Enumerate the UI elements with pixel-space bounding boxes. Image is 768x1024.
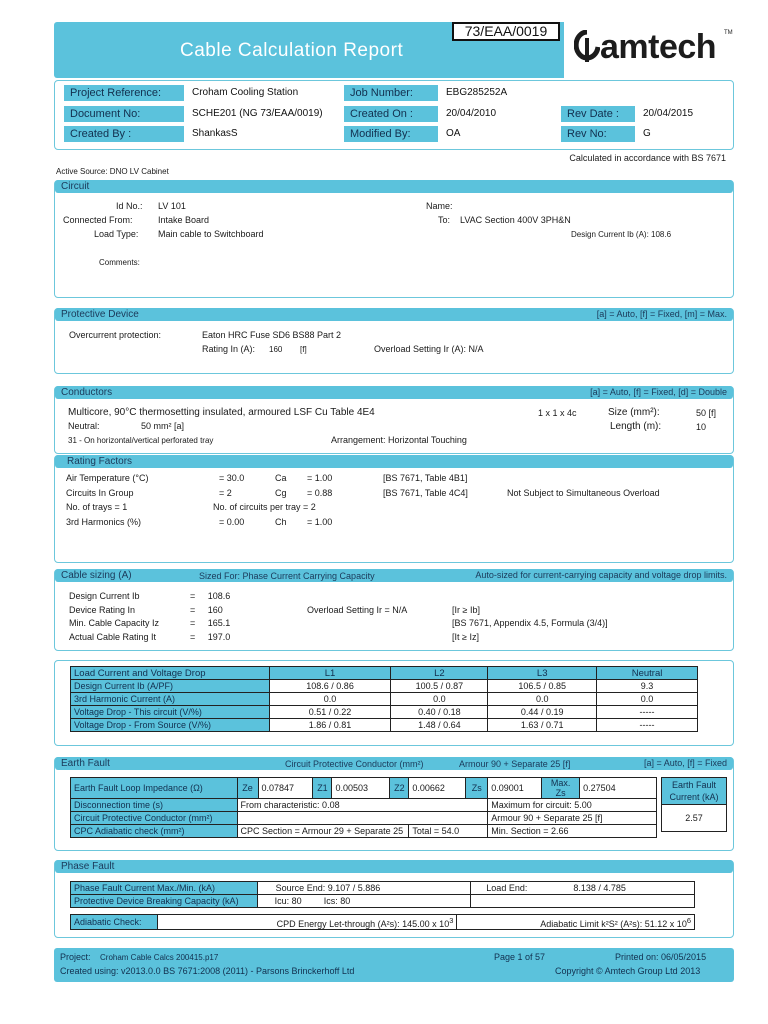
overload-setting: Overload Setting Ir (A): N/A [374,344,484,354]
earth-fault-legend: [a] = Auto, [f] = Fixed [643,758,727,768]
load-current-cell: ----- [597,719,698,732]
created-on: 20/04/2010 [446,108,497,119]
load-current-cell: ----- [597,706,698,719]
earth-fault-heading: Earth Fault [61,758,110,769]
cs-reference: [It ≥ Iz] [452,632,479,643]
load-current-row-label: Design Current Ib (A/PF) [71,680,270,693]
amtech-logo: amtech [600,28,717,66]
rf-factor: Ca [275,473,287,483]
load-current-cell: 0.0 [488,693,597,706]
to-label: To: [438,215,451,225]
phase-header: L3 [488,667,597,680]
amtech-logo-icon [574,30,600,66]
installation-method: 31 - On horizontal/vertical perforated tray [68,436,214,445]
rf-factor-value: = 1.00 [307,516,333,527]
adiabatic-limit: Adiabatic Limit k²S² (A²s): 51.12 x 10 [540,918,687,929]
report-title: Cable Calculation Report [180,40,404,61]
load-current-title: Load Current and Voltage Drop [71,667,270,680]
size-value: 50 [f] [696,408,717,418]
rating-value: 160 [269,345,283,354]
phase-adiabatic-label: Adiabatic Check: [71,915,158,930]
footer-copyright: Copyright © Amtech Group Ltd 2013 [555,966,701,976]
neutral-label: Neutral: [68,421,100,431]
rf-label: Air Temperature (°C) [66,473,149,483]
cs-label: Device Rating In [69,604,136,615]
connected-from: Intake Board [158,215,210,225]
circuit-panel [54,180,734,298]
rf-note: Not Subject to Simultaneous Overload [507,487,660,498]
circuit-id: LV 101 [158,201,186,211]
cs-reference: [BS 7671, Appendix 4.5, Formula (3/4)] [452,618,608,629]
rf-value: No. of circuits per tray = 2 [213,502,316,512]
project-reference: Croham Cooling Station [192,87,299,98]
cable-sizing-header [55,569,733,582]
cs-value: = 165.1 [190,618,231,629]
phase-header: Neutral [597,667,698,680]
phase-header: L2 [391,667,488,680]
cs-value: = 160 [190,604,223,615]
adiabatic-total: Total = 54.0 [409,825,488,838]
icu-value: Icu: 80 [274,896,302,906]
rating-flag: [f] [300,345,307,354]
rf-value: = 30.0 [219,473,245,483]
cs-label: Actual Cable Rating It [69,632,157,643]
overcurrent-label: Overcurrent protection: [69,330,162,340]
rating-factors-panel [54,455,734,563]
load-current-row [71,680,698,693]
let-through: CPD Energy Let-through (A²s): 145.00 x 10 [276,918,450,929]
phase-header: L1 [269,667,391,680]
active-source: Active Source: DNO LV Cabinet [56,167,169,176]
earth-fault-current-box [661,777,727,832]
rf-value: = 0.00 [219,516,245,527]
load-current-row [71,719,698,732]
load-type-label: Load Type: [94,229,139,239]
protective-device-header [55,308,733,321]
circuit-id-label: Id No.: [116,201,143,211]
rf-factor: Cg [275,487,287,498]
footer-project-label: Project: [60,952,91,962]
source-end: Source End: 9.107 / 5.886 [257,882,471,895]
arrangement: Arrangement: Horizontal Touching [331,435,467,445]
job-number-label: Job Number: [344,85,438,101]
load-current-cell: 0.51 / 0.22 [269,706,391,719]
max-zs-value: 0.27504 [580,778,657,799]
footer-printed: Printed on: 06/05/2015 [615,952,707,962]
load-current-row-label: Voltage Drop - From Source (V/%) [71,719,270,732]
rf-label: 3rd Harmonics (%) [66,516,142,527]
neutral-value: 50 mm² [a] [141,421,185,431]
rf-label: Circuits In Group [66,487,134,498]
conductor-description: Multicore, 90°C thermosetting insulated, armoured LSF Cu Table 4E4 [68,407,375,418]
footer-created-using: Created using: v2013.0.0 BS 7671:2008 (2011) - Parsons Brinckerhoff Ltd [60,966,355,976]
load-end-value: 8.138 / 4.785 [573,883,626,893]
load-current-cell: 0.44 / 0.19 [488,706,597,719]
disconnection-label: Disconnection time (s) [71,799,238,812]
conductors-header [55,386,733,399]
load-current-row [71,693,698,706]
rf-factor-value: = 0.88 [307,487,333,498]
z1-label: Z1 [313,778,332,799]
rf-reference: [BS 7671, Table 4C4] [383,487,468,498]
project-reference-label: Project Reference: [64,85,184,101]
zs-label: Zs [466,778,488,799]
circuit-header [55,180,733,193]
load-current-row-label: 3rd Harmonic Current (A) [71,693,270,706]
cs-overload: Overload Setting Ir = N/A [307,604,408,615]
earth-fault-current-label: Earth Fault Current (kA) [662,778,727,805]
rev-date: 20/04/2015 [643,108,694,119]
cpc-row-label: Circuit Protective Conductor (mm²) [71,812,238,825]
sized-for: Sized For: Phase Current Carrying Capacity [199,571,375,581]
load-current-row-label: Voltage Drop - This circuit (V/%) [71,706,270,719]
created-by: ShankasS [192,128,238,139]
calc-note: Calculated in accordance with BS 7671 [569,153,726,163]
load-current-cell: 108.6 / 0.86 [269,680,391,693]
cs-value: = 197.0 [190,632,231,643]
device-name: Eaton HRC Fuse SD6 BS88 Part 2 [202,330,342,340]
phase-fault-header [55,860,733,873]
rf-reference: [BS 7671, Table 4B1] [383,473,468,483]
name-label: Name: [426,201,453,211]
rev-date-label: Rev Date : [561,106,635,122]
adiabatic-min: Min. Section = 2.66 [488,825,657,838]
load-current-table [70,666,698,732]
document-no-label: Document No: [64,106,184,122]
conductors-heading: Conductors [61,387,113,398]
modified-by-label: Modified By: [344,126,438,142]
disconnection-value: From characteristic: 0.08 [237,799,488,812]
length-label: Length (m): [610,421,662,432]
logo-trademark: TM [724,30,733,36]
to-value: LVAC Section 400V 3PH&N [460,215,571,225]
comments-label: Comments: [99,258,140,267]
circuit-heading: Circuit [61,181,90,192]
job-number: EBG285252A [446,87,508,98]
phase-fault-heading: Phase Fault [61,861,115,872]
protective-device-heading: Protective Device [61,309,139,320]
load-current-cell: 1.48 / 0.64 [391,719,488,732]
cable-sizing-heading: Cable sizing (A) [61,570,132,581]
auto-size-note: Auto-sized for current-carrying capacity and voltage drop limits. [475,570,727,580]
cs-label: Min. Cable Capacity Iz [69,618,160,629]
phase-fault-table [70,881,695,908]
rev-no: G [643,128,651,139]
zs-value: 0.09001 [488,778,542,799]
rf-value: = 2 [219,487,232,498]
adiabatic-check-label: CPC Adiabatic check (mm²) [71,825,238,838]
load-end-label: Load End: [486,883,528,893]
load-current-cell: 0.0 [597,693,698,706]
document-no: SCHE201 (NG 73/EAA/0019) [192,108,323,119]
let-through-exponent: 3 [449,915,454,925]
length-value: 10 [696,422,707,432]
rf-label: No. of trays = 1 [66,502,128,512]
ze-label: Ze [237,778,258,799]
load-current-row [71,706,698,719]
footer-page: Page 1 of 57 [494,952,546,962]
earth-fault-current-value: 2.57 [662,805,727,832]
phase-adiabatic-table [70,914,695,930]
earth-fault-table [70,777,657,838]
max-zs-label: Max. Zs [542,778,580,799]
rating-label: Rating In (A): [202,344,256,354]
earth-fault-cpc-value: Armour 90 + Separate 25 [f] [459,759,571,769]
loop-impedance-label: Earth Fault Loop Impedance (Ω) [71,778,238,799]
adiabatic-check-value: CPC Section = Armour 29 + Separate 25 [237,825,409,838]
load-type: Main cable to Switchboard [158,229,264,239]
load-current-cell: 106.5 / 0.85 [488,680,597,693]
modified-by: OA [446,128,461,139]
z1-value: 0.00503 [332,778,390,799]
footer-project: Croham Cable Calcs 200415.p17 [100,953,219,962]
earth-fault-cpc-label: Circuit Protective Conductor (mm²) [285,759,424,769]
adiabatic-limit-exponent: 6 [686,915,691,925]
created-on-label: Created On : [344,106,438,122]
rating-factors-header [55,455,733,468]
protective-device-legend: [a] = Auto, [f] = Fixed, [m] = Max. [596,309,727,319]
created-by-label: Created By : [64,126,184,142]
cs-value: = 108.6 [190,591,231,601]
z2-label: Z2 [390,778,409,799]
size-label: Size (mm²): [608,407,660,418]
connected-from-label: Connected From: [63,215,133,225]
load-current-cell: 9.3 [597,680,698,693]
rf-factor-value: = 1.00 [307,473,333,483]
cs-reference: [Ir ≥ Ib] [452,604,480,615]
rf-factor: Ch [275,516,287,527]
breaking-capacity-label: Protective Device Breaking Capacity (kA) [71,895,258,908]
ref-code: 73/EAA/0019 [464,23,548,39]
cpc-row-value: Armour 90 + Separate 25 [f] [488,812,657,825]
ics-value: Ics: 80 [323,896,351,906]
load-current-cell: 0.0 [269,693,391,706]
disconnection-max: Maximum for circuit: 5.00 [488,799,657,812]
ze-value: 0.07847 [258,778,313,799]
rating-factors-heading: Rating Factors [67,456,133,467]
load-current-cell: 0.40 / 0.18 [391,706,488,719]
earth-fault-header [55,757,733,770]
load-current-cell: 1.86 / 0.81 [269,719,391,732]
phase-fault-current-label: Phase Fault Current Max./Min. (kA) [71,882,258,895]
z2-value: 0.00662 [409,778,466,799]
conductor-config: 1 x 1 x 4c [538,408,577,418]
load-current-cell: 0.0 [391,693,488,706]
cs-label: Design Current Ib [69,591,140,601]
design-current: Design Current Ib (A): 108.6 [571,230,672,239]
load-current-cell: 1.63 / 0.71 [488,719,597,732]
load-current-cell: 100.5 / 0.87 [391,680,488,693]
rev-no-label: Rev No: [561,126,635,142]
conductors-legend: [a] = Auto, [f] = Fixed, [d] = Double [590,387,727,397]
